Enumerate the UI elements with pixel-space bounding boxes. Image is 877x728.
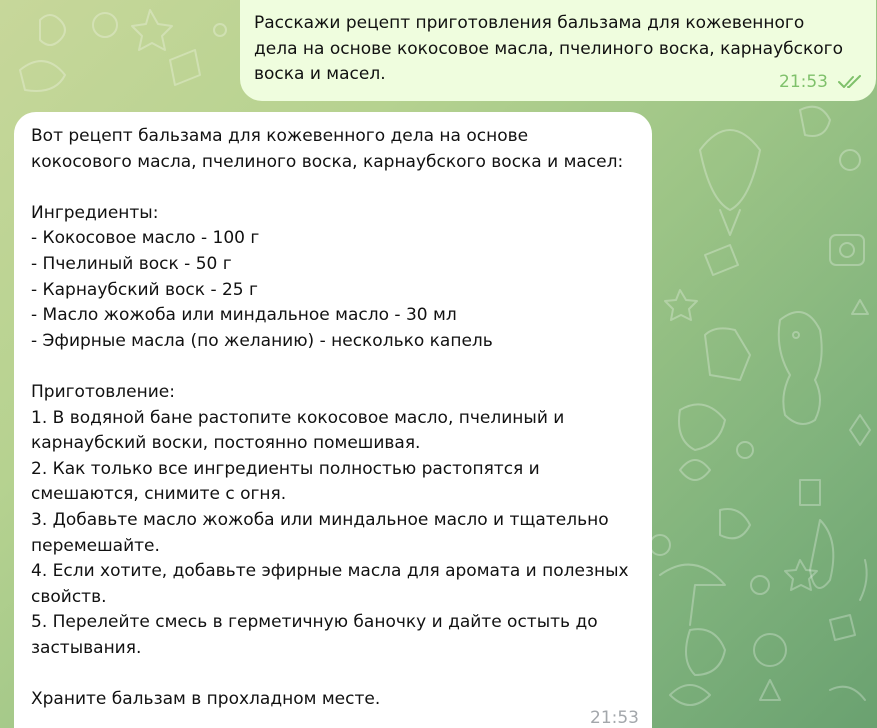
double-check-icon (838, 75, 864, 89)
outgoing-message-meta (779, 72, 864, 92)
incoming-message-text: Вот рецепт бальзама для кожевенного дела на основе кокосового масла, пчелиного воска, карнаубского воска и масел: Ингредиенты: - Кокосовое масло - 100 г - Пчелиный воск - 50 г - Карнаубский воск - 25 г - Масло жожоба или миндальное масло - 30 мл - Эфирные масла (по желанию) - несколько капель Приготовление: 1. В водяной бане растопите кокосовое масло, пчелиный и карнаубский воски, постоянно помешивая. 2. Как только все ингредиенты полностью растопятся и смешаются, снимите с огня. 3. Добавьте масло жожоба или миндальное масло и тщательно перемешайте. 4. Если хотите, добавьте эфирные масла для аромата и полезных свойств. 5. Перелейте смесь в герметичную баночку и дайте остыть до застывания. Храните бальзам в прохладном месте. (31, 126, 629, 710)
outgoing-message-time: 21:53 (779, 72, 828, 92)
incoming-message-time: 21:53 (590, 708, 639, 728)
outgoing-message-text: Расскажи рецепт приготовления бальзама для кожевенного дела на основе кокосовое масла, пчелиного воска, карнаубского воска и масел. (254, 13, 843, 85)
outgoing-message-bubble[interactable] (240, 0, 876, 101)
incoming-message-meta (590, 708, 639, 728)
incoming-message-bubble[interactable] (14, 112, 652, 728)
